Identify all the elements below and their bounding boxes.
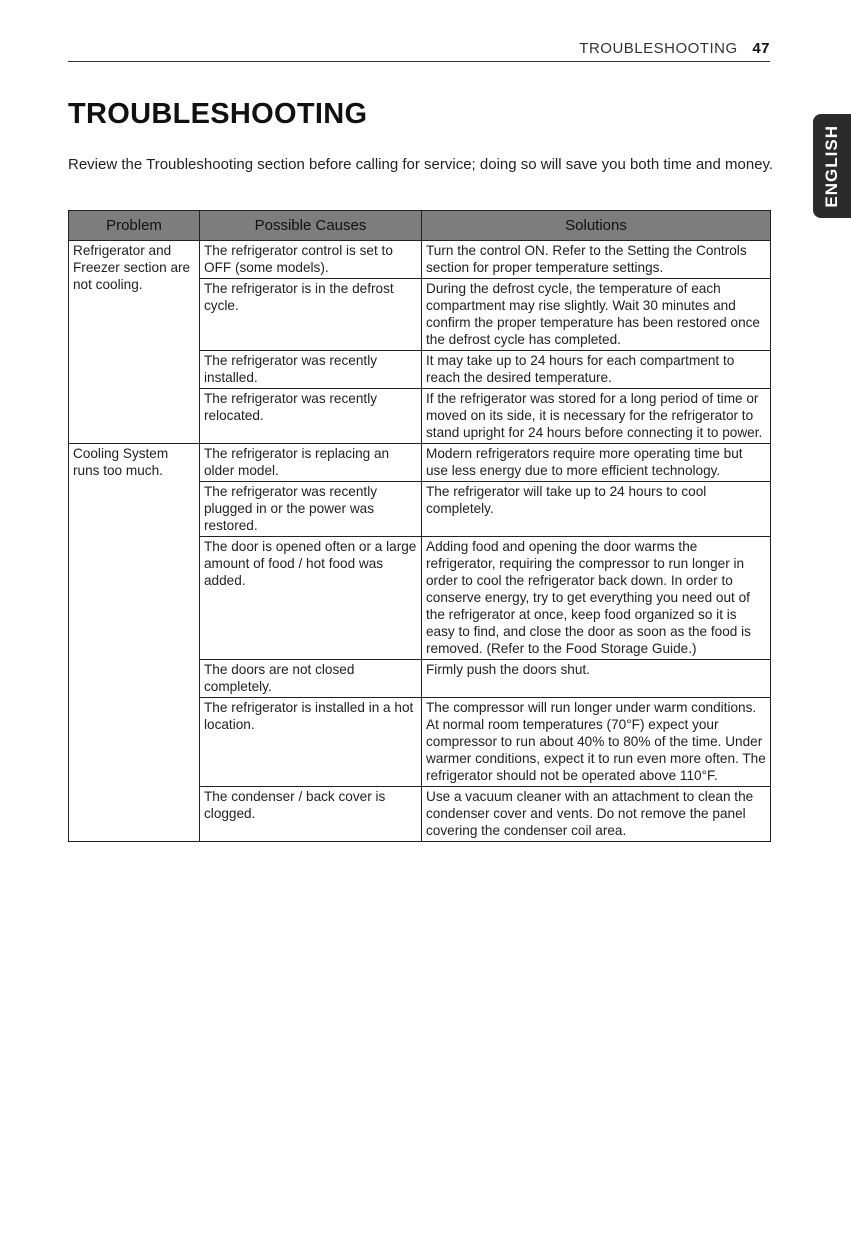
- header-section-title: TROUBLESHOOTING: [579, 40, 738, 57]
- language-tab: [813, 114, 851, 218]
- intro-paragraph: Review the Troubleshooting section before calling for service; doing so will save you both time and money.: [68, 156, 774, 173]
- header-problem: Problem: [69, 211, 200, 241]
- solution-cell: Adding food and opening the door warms the refrigerator, requiring the compressor to run longer in order to cool the refrigerator back down. In order to conserve energy, try to get everything you need out of the refrigerator at once, keep food organized so it is easy to find, and close the door as soon as the food is removed. (Refer to the Food Storage Guide.): [422, 537, 771, 660]
- page-header: [68, 40, 770, 62]
- solution-cell: Turn the control ON. Refer to the Setting the Controls section for proper temperature settings.: [422, 241, 771, 279]
- cause-cell: The doors are not closed completely.: [200, 660, 422, 698]
- cause-cell: The refrigerator is installed in a hot location.: [200, 698, 422, 787]
- problem-cell: Cooling System runs too much.: [69, 444, 200, 842]
- page-number: 47: [752, 40, 770, 57]
- table-row: [69, 444, 771, 482]
- troubleshooting-table: [68, 210, 771, 842]
- cause-cell: The refrigerator was recently relocated.: [200, 389, 422, 444]
- language-tab-label: ENGLISH: [822, 124, 841, 208]
- solution-cell: The refrigerator will take up to 24 hours to cool completely.: [422, 482, 771, 537]
- solution-cell: If the refrigerator was stored for a long period of time or moved on its side, it is necessary for the refrigerator to stand upright for 24 hours before connecting it to power.: [422, 389, 771, 444]
- cause-cell: The refrigerator was recently installed.: [200, 351, 422, 389]
- cause-cell: The refrigerator is replacing an older model.: [200, 444, 422, 482]
- solution-cell: During the defrost cycle, the temperature of each compartment may rise slightly. Wait 30 minutes and confirm the proper temperature has been restored once the defrost cycle has completed.: [422, 279, 771, 351]
- solution-cell: Use a vacuum cleaner with an attachment to clean the condenser cover and vents. Do not remove the panel covering the condenser coil area.: [422, 787, 771, 842]
- cause-cell: The refrigerator was recently plugged in or the power was restored.: [200, 482, 422, 537]
- solution-cell: Firmly push the doors shut.: [422, 660, 771, 698]
- page-title: TROUBLESHOOTING: [68, 98, 368, 130]
- cause-cell: The condenser / back cover is clogged.: [200, 787, 422, 842]
- table-header-row: [69, 211, 771, 241]
- solution-cell: Modern refrigerators require more operating time but use less energy due to more efficient technology.: [422, 444, 771, 482]
- cause-cell: The refrigerator control is set to OFF (some models).: [200, 241, 422, 279]
- problem-cell: Refrigerator and Freezer section are not cooling.: [69, 241, 200, 444]
- solution-cell: The compressor will run longer under warm conditions. At normal room temperatures (70°F) expect your compressor to run about 40% to 80% of the time. Under warmer conditions, expect it to run even more often. The refrigerator should not be operated above 110°F.: [422, 698, 771, 787]
- table-row: [69, 241, 771, 279]
- solution-cell: It may take up to 24 hours for each compartment to reach the desired temperature.: [422, 351, 771, 389]
- cause-cell: The refrigerator is in the defrost cycle.: [200, 279, 422, 351]
- cause-cell: The door is opened often or a large amount of food / hot food was added.: [200, 537, 422, 660]
- header-possible-causes: Possible Causes: [200, 211, 422, 241]
- header-solutions: Solutions: [422, 211, 771, 241]
